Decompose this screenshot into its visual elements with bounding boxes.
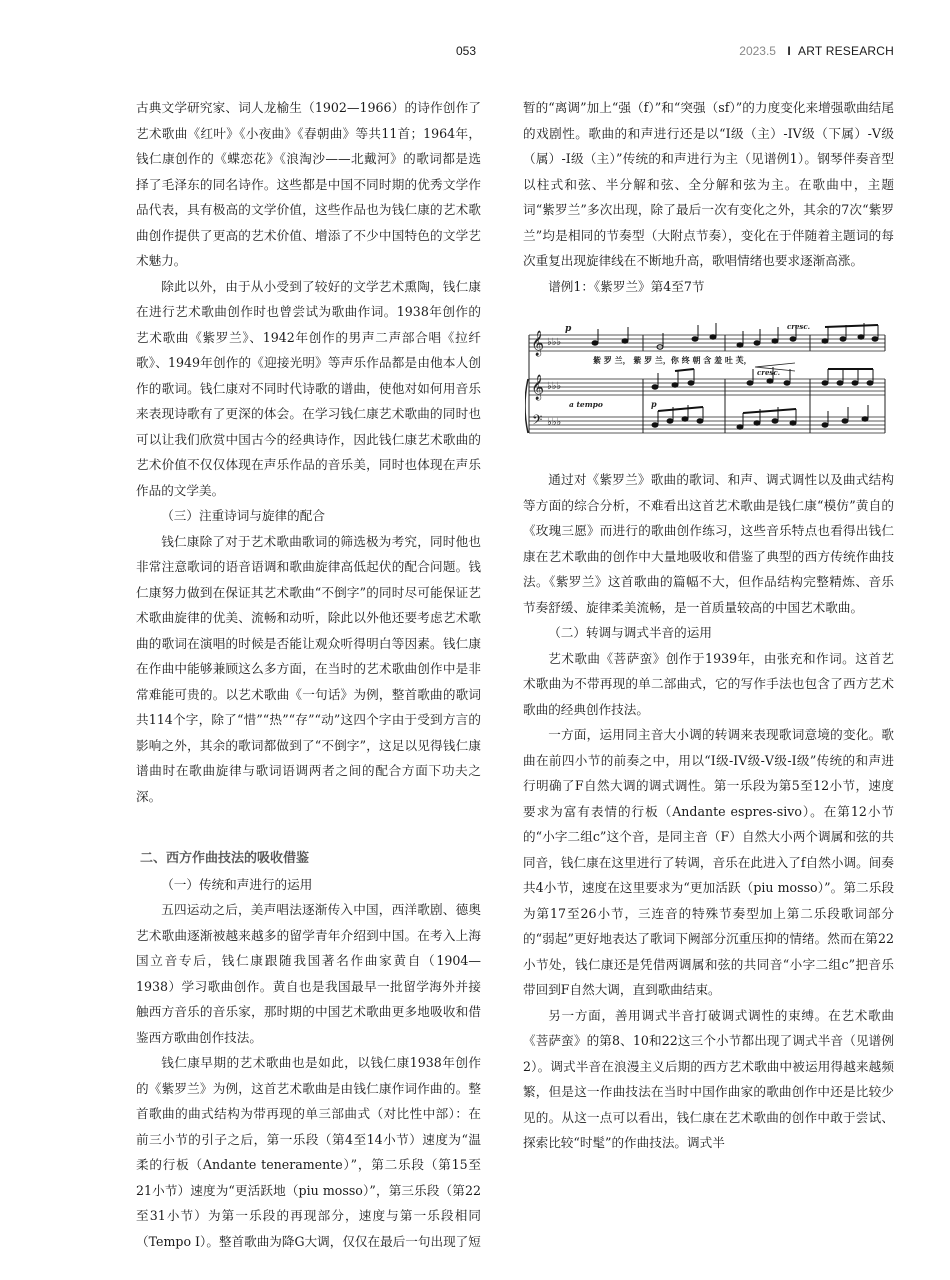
paragraph: 暂的“离调”加上“强（f）”和“突强（sf）”的力度变化来增强歌曲结尾的戏剧性。歌曲的和声进行还是以“I级（主）-IV级（下属）-V级（属）-I级（主）”传统的和声进行为主（见谱例1）。钢琴伴奏音型以柱式和弦、半分解和弦、全分解和弦为主。在歌曲中，主题词“紫罗兰”多次出现，除了最后一次有变化之外，其余的7次“紫罗兰”均是相同的节奏型（大附点节奏），变化在于伴随着主题词的每次重复出现旋律线在不断地升高，歌唱情绪也要求逐渐高涨。 <box>523 100 894 268</box>
subsection-heading: （二）转调与调式半音的运用 <box>548 625 712 640</box>
subsection-heading: （一）传统和声进行的运用 <box>161 876 313 892</box>
staff-piano-treble <box>529 379 885 395</box>
figure-caption: 谱例1：《紫罗兰》第4至7节 <box>548 278 705 294</box>
staff-piano-bass <box>529 417 885 433</box>
paragraph: 钱仁康除了对于艺术歌曲歌词的筛选极为考究，同时他也非常注意歌词的语音语调和歌曲旋律高低起伏的配合问题。钱仁康努力做到在保证其艺术歌曲“不倒字”的同时尽可能保证艺术歌曲旋律的优美、流畅和动听，除此以外他还要考虑艺术歌曲的歌词在演唱的时候是否能让观众听得明白等因素。钱仁康在作曲中能够兼顾这么多方面，在当时的艺术歌曲创作中是非常难能可贵的。以艺术歌曲《一句话》为例，整首歌曲的歌词共114个字，除了“惜”“热”“存”“动”这四个字由于受到方言的影响之外，其余的歌词都做到了“不倒字”，这足以见得钱仁康谱曲时在歌曲旋律与歌词语调两者之间的配合方面下功夫之深。 <box>136 533 481 804</box>
paragraph: 艺术歌曲《菩萨蛮》创作于1939年，由张充和作词。这首艺术歌曲为不带再现的单二部曲式，它的写作手法也包含了西方艺术歌曲的经典创作技法。 <box>523 650 894 717</box>
paragraph: 通过对《紫罗兰》歌曲的歌词、和声、调式调性以及曲式结构等方面的综合分析，不难看出这首艺术歌曲是钱仁康“模仿”黄自的《玫瑰三愿》而进行的歌曲创作练习，这些音乐特点也看得出钱仁康在艺术歌曲的创作中大量地吸收和借鉴了典型的西方传统作曲技法。《紫罗兰》这首歌曲的篇幅不大，但作品结构完整精炼、音乐节奏舒缓、旋律柔美流畅，是一首质量较高的中国艺术歌曲。 <box>523 472 894 615</box>
page-number: 053 <box>456 44 477 58</box>
paragraph: 一方面，运用同主音大小调的转调来表现歌词意境的变化。歌曲在前四小节的前奏之中，用以“I级-IV级-V级-I级”传统的和声进行明确了F自然大调的调式调性。第一乐段为第5至12小节，速度要求为富有表情的行板（Andante espres-sivo）。在第12小节的“小字二组c”这个音，是同主音（F）自然大小两个调属和弦的共同音，钱仁康在这里进行了转调，音乐在此进入了f自然小调。间奏共4小节，速度在这里要求为“更加活跃（piu mosso）”。第二乐段为第17至26小节，三连音的特殊节奏型加上第二乐段歌词部分的“弱起”更好地表达了歌词下阙部分沉重压抑的情绪。然而在第22小节处，钱仁康还是凭借两调属和弦的共同音“小字二组c”把音乐带回到F自然大调，直到歌曲结束。 <box>523 727 894 997</box>
paragraph: 除此以外，由于从小受到了较好的文学艺术熏陶，钱仁康在进行艺术歌曲创作时也曾尝试为歌曲作词。1938年创作的艺术歌曲《紫罗兰》、1942年创作的男声二声部合唱《拉纤歌》、1949年创作的《迎接光明》等声乐作品都是由他本人创作的歌词。钱仁康对不同时代诗歌的谱曲，使他对如何用音乐来表现诗歌有了更深的体会。在学习钱仁康艺术歌曲的同时也可以让我们欣赏中国古今的经典诗作，因此钱仁康艺术歌曲的艺术价值不仅仅体现在声乐作品的音乐美，同时也体现在声乐作品的文学美。 <box>136 278 481 498</box>
key-signature: ♭♭♭ <box>547 381 562 392</box>
paragraph: 另一方面，善用调式半音打破调式调性的束缚。在艺术歌曲《菩萨蛮》的第8、10和22这三个小节都出现了调式半音（见谱例2）。调式半音在浪漫主义后期的西方艺术歌曲中被运用得越来越频繁，但是这一作曲技法在当时中国作曲家的歌曲创作中还是比较少见的。从这一点可以看出，钱仁康在艺术歌曲的创作中敢于尝试、探索比较“时髦”的作曲技法。调式半 <box>523 1007 894 1150</box>
dynamic-mark: p <box>651 399 657 409</box>
tempo-mark: a tempo <box>569 400 603 409</box>
header-separator: I <box>787 44 791 58</box>
journal-name: ART RESEARCH <box>798 44 894 58</box>
dynamic-mark: p <box>565 324 572 334</box>
bass-clef-icon: 𝄢 <box>532 412 543 431</box>
key-signature: ♭♭♭ <box>547 417 562 428</box>
treble-clef-icon: 𝄞 <box>531 375 545 400</box>
cresc-mark: cresc. <box>787 322 811 331</box>
paragraph: 钱仁康早期的艺术歌曲也是如此，以钱仁康1938年创作的《紫罗兰》为例，这首艺术歌曲是由钱仁康作词作曲的。整首歌曲的曲式结构为带再现的单三部曲式（对比性中部）：在前三小节的引子之后，第一乐段（第4至14小节）速度为“温柔的行板（Andante teneramente）”，第二乐段（第15至21小节）速度为“更活跃地（piu mosso）”，第三乐段（第22至31小节）为第一乐段的再现部分，速度与第一乐段相同（Tempo I）。整首歌曲为降G大调，仅仅在最后一句出现了短 <box>136 1055 481 1249</box>
left-column <box>136 95 481 1254</box>
music-score-figure <box>525 321 887 441</box>
cresc-mark: cresc. <box>757 368 781 377</box>
brace <box>525 379 528 433</box>
subsection-heading: （三）注重诗词与旋律的配合 <box>161 508 325 523</box>
journal-header <box>739 44 894 58</box>
staff-vocal <box>529 335 885 351</box>
treble-clef-icon: 𝄞 <box>531 331 545 356</box>
section-heading: 二、西方作曲技法的吸收借鉴 <box>140 851 310 866</box>
lyrics: 紫 罗 兰， 紫 罗 兰，你 终 朝 含 羞 吐 芙， <box>593 355 752 365</box>
paragraph: 五四运动之后，美声唱法逐渐传入中国，西洋歌剧、德奥艺术歌曲逐渐被越来越多的留学青年介绍到中国。在考入上海国立音专后，钱仁康跟随我国著名作曲家黄自（1904—1938）学习歌曲创作。黄自也是我国最早一批留学海外并接触西方音乐的音乐家，那时期的中国艺术歌曲更多地吸收和借鉴西方歌曲创作技法。 <box>136 902 481 1045</box>
issue-year: 2023.5 <box>739 44 776 58</box>
paragraph: 古典文学研究家、词人龙榆生（1902—1966）的诗作创作了艺术歌曲《红叶》《小夜曲》《春朝曲》等共11首；1964年，钱仁康创作的《蝶恋花》《浪淘沙——北戴河》的歌词都是选择了毛泽东的同名诗作。这些都是中国不同时期的优秀文学作品代表，具有极高的文学价值，这些作品也为钱仁康的艺术歌曲创作提供了更高的艺术价值、增添了不少中国特色的文学艺术魅力。 <box>136 100 481 268</box>
barlines <box>529 335 885 433</box>
right-column <box>523 95 894 1156</box>
key-signature: ♭♭♭ <box>547 337 562 348</box>
